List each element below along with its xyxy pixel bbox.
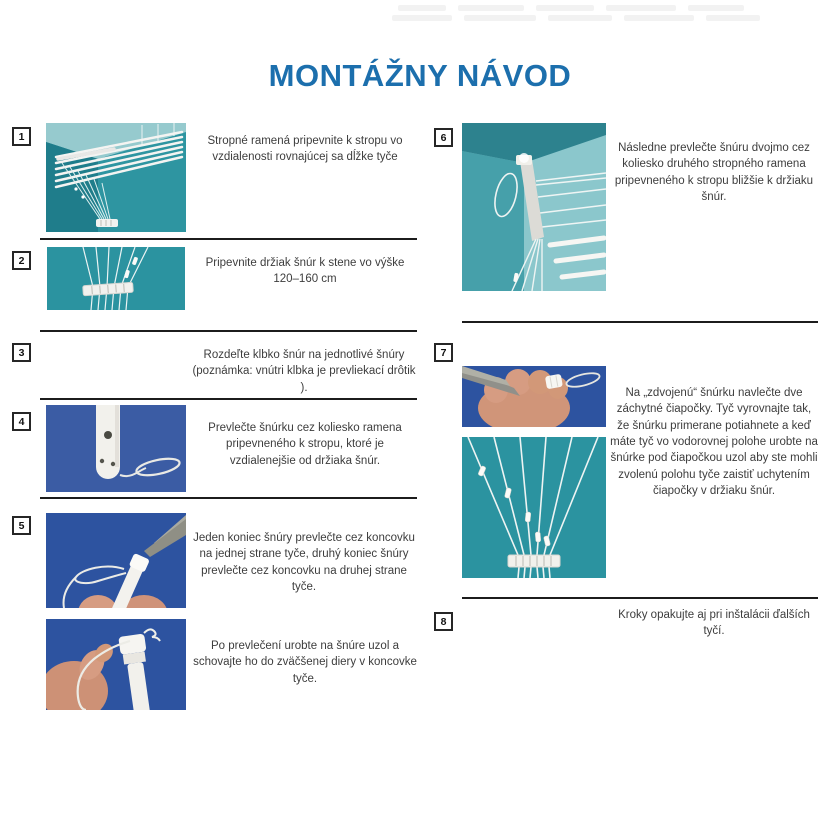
step-4-number: 4 — [12, 412, 31, 431]
page-title: MONTÁŽNY NÁVOD — [268, 58, 572, 93]
photo-step6-second-arm-pulley — [462, 123, 606, 291]
step-4-text: Prevlečte šnúrku cez koliesko ramena pripevneného k stropu, ktoré je vzdialenejšie od držiaka šnúr. — [208, 422, 402, 467]
divider — [40, 330, 417, 332]
divider — [40, 398, 417, 400]
step-7-number: 7 — [434, 343, 453, 362]
divider — [462, 597, 818, 599]
divider — [40, 497, 417, 499]
step-8-number: 8 — [434, 612, 453, 631]
step-7-text: Na „zdvojenú“ šnúrku navlečte dve záchytné čiapočky. Tyč vyrovnajte tak, že šnúrku primerane potiahnete a keď máte tyč vo vodorovnej polohe urobte na šnúrke pod čiapočkou uzol aby ste mohli zvolenú polohu tyče zaistiť uchytením čiapočky v držiaku šnúr. — [610, 387, 818, 497]
step-3-number: 3 — [12, 343, 31, 362]
photo-step1-ceiling-arms — [46, 123, 186, 232]
step-6-text: Následne prevlečte šnúru dvojmo cez koliesko druhého stropného ramena pripevneného k stropu bližšie k držiaku šnúr. — [614, 142, 814, 203]
step-2-text: Pripevnite držiak šnúr k stene vo výške 120–160 cm — [205, 257, 405, 286]
step-5-text-2: Po prevlečení urobte na šnúre uzol a schovajte ho do zväčšenej diery v koncovke tyče. — [193, 640, 417, 685]
photo-step2-cord-holder — [47, 247, 185, 310]
step-8-text: Kroky opakujte aj pri inštalácii ďalších tyčí. — [618, 609, 810, 638]
photo-step7-cap-on-cord — [462, 366, 606, 427]
step-3-text: Rozdeľte klbko šnúr na jednotlivé šnúry (poznámka: vnútri klbka je prevliekací drôtik ). — [192, 349, 416, 394]
photo-step5-thread-cord — [46, 513, 186, 608]
divider — [462, 321, 818, 323]
step-6-number: 6 — [434, 128, 453, 147]
step-1-number: 1 — [12, 127, 31, 146]
photo-step7-caps-above-holder — [462, 437, 606, 578]
step-5-text: Jeden koniec šnúry prevlečte cez koncovku na jednej strane tyče, druhý koniec šnúry prevlečte cez koncovku na druhej strane tyče. — [193, 532, 415, 593]
divider — [40, 238, 417, 240]
step-5-number: 5 — [12, 516, 31, 535]
photo-step4-arm-end-loop — [46, 405, 186, 492]
photo-step5-knot-in-end-cap — [46, 619, 186, 710]
step-2-number: 2 — [12, 251, 31, 270]
step-1-text: Stropné ramená pripevnite k stropu vo vzdialenosti rovnajúcej sa dĺžke tyče — [207, 135, 403, 164]
